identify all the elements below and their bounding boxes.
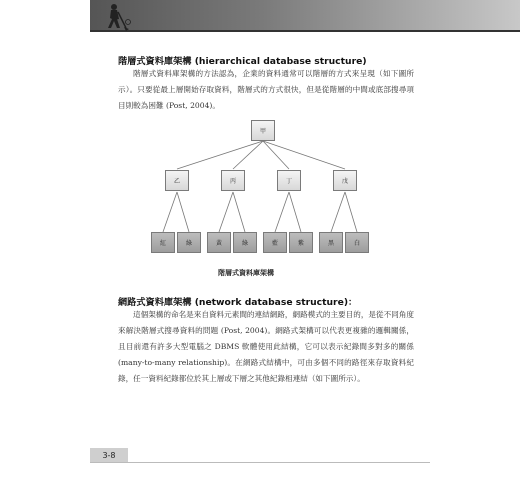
leaf-node: 綠 [177, 232, 201, 253]
leaf-node: 紫 [289, 232, 313, 253]
level2-node: 丙 [221, 170, 245, 191]
header-band [0, 0, 520, 32]
section-heading-hierarchical: 階層式資料庫架構 (hierarchical database structure) [118, 56, 367, 67]
page-number: 3-8 [90, 448, 128, 462]
leaf-node: 紅 [151, 232, 175, 253]
leaf-node: 藍 [263, 232, 287, 253]
footer-rule [90, 462, 430, 463]
hierarchy-diagram [118, 112, 408, 272]
network-paragraph: 這個架構的命名是來自資料元素間的連結網路，網路模式的主要目的，是從不同角度來解決階層式搜尋資料的問題 (Post, 2004)。網路式架構可以代表更複雜的邏輯關係，且目前還有許多大型電腦之 DBMS 軟體使用此結構，它可以表示紀錄間多對多的關係 (many-to-many relationship)。在網路式結構中，可由多個不同的路徑來存取資料紀錄，任一資料紀錄都位於其上層或下層之其他紀錄相連結（如下圖所示）。 [118, 310, 414, 383]
header-gradient-bar [90, 0, 520, 30]
digging-figure-icon [92, 2, 132, 32]
root-node: 甲 [251, 120, 275, 141]
section-heading-network: 網路式資料庫架構 (network database structure)： [118, 297, 358, 308]
level2-node: 戊 [333, 170, 357, 191]
level2-node: 乙 [165, 170, 189, 191]
leaf-node: 綠 [233, 232, 257, 253]
level2-node: 丁 [277, 170, 301, 191]
hierarchical-paragraph: 階層式資料庫架構的方法認為，企業的資料通常可以階層的方式來呈現（如下圖所示）。只要從最上層開始存取資料，階層式的方式很快，但是從階層的中間或底部搜尋項目則較為困難 (Post, 2004)。 [118, 69, 414, 110]
diagram-caption: 階層式資料庫架構 [218, 269, 274, 277]
leaf-node: 黃 [207, 232, 231, 253]
header-rule [90, 30, 520, 32]
leaf-node: 黑 [319, 232, 343, 253]
leaf-node: 白 [345, 232, 369, 253]
